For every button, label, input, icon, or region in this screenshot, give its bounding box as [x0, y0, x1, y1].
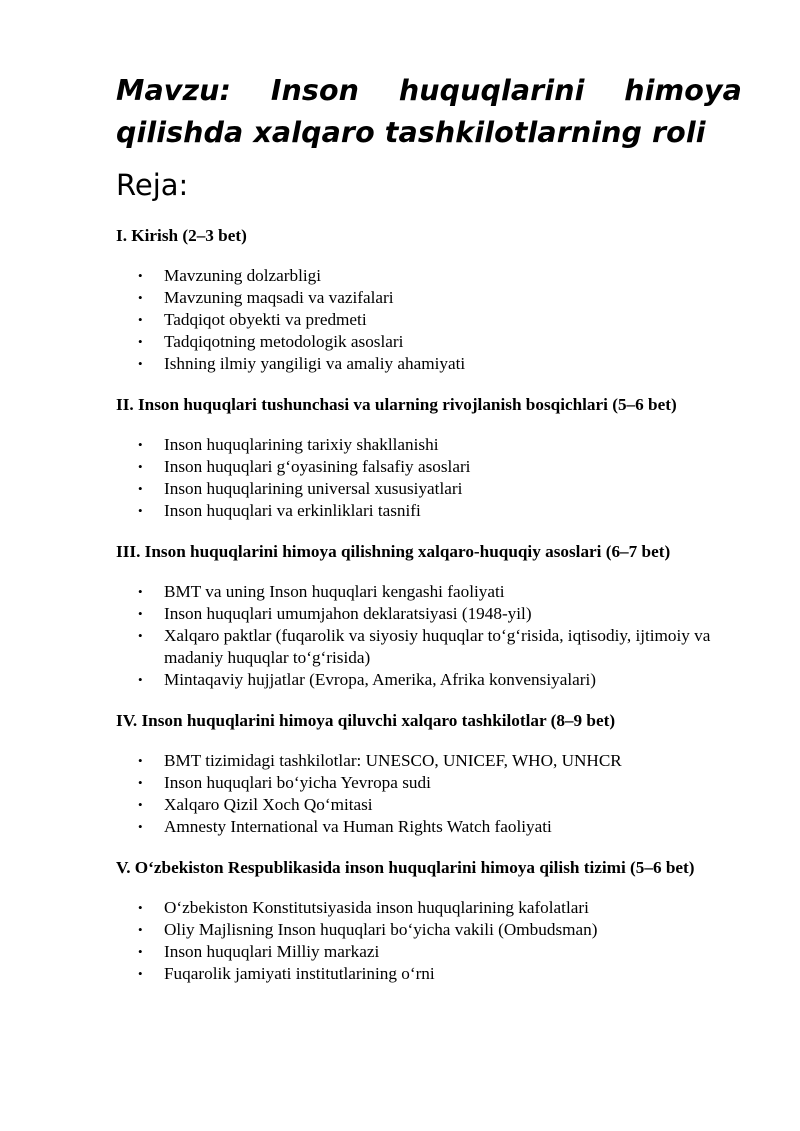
section-5 [116, 857, 742, 985]
list-item [116, 963, 742, 985]
list-item [116, 478, 742, 500]
section-heading: V. O‘zbekiston Respublikasida inson huquqlarini himoya qilish tizimi (5–6 bet) [116, 858, 695, 877]
list-item [116, 772, 742, 794]
bullet-icon: • [138, 775, 143, 790]
bullet-icon: • [138, 437, 143, 452]
list-item-text: Xalqaro Qizil Xoch Qo‘mitasi [164, 795, 373, 814]
list-item [116, 331, 742, 353]
bullet-icon: • [138, 922, 143, 937]
bullet-icon: • [138, 503, 143, 518]
bullet-icon: • [138, 606, 143, 621]
bullet-icon: • [138, 334, 143, 349]
list-item-text: Ishning ilmiy yangiligi va amaliy ahamiyati [164, 354, 466, 373]
list-item [116, 287, 742, 309]
list-item-text: Oliy Majlisning Inson huquqlari bo‘yicha vakili (Ombudsman) [164, 920, 598, 939]
list-item [116, 669, 742, 691]
section-heading: I. Kirish (2–3 bet) [116, 226, 247, 245]
bullet-icon: • [138, 459, 143, 474]
bullet-icon: • [138, 819, 143, 834]
plan-heading: Reja: [116, 168, 189, 202]
list-item [116, 265, 742, 287]
section-3 [116, 541, 742, 691]
section-4 [116, 710, 742, 838]
bullet-icon: • [138, 797, 143, 812]
section-2 [116, 394, 742, 522]
list-item-text: Inson huquqlari g‘oyasining falsafiy asoslari [164, 457, 471, 476]
list-item [116, 816, 742, 838]
list-item-text: Inson huquqlari Milliy markazi [164, 942, 380, 961]
bullet-icon: • [138, 268, 143, 283]
list-item [116, 897, 742, 919]
list-item-text: Mavzuning maqsadi va vazifalari [164, 288, 394, 307]
list-item-text: BMT va uning Inson huquqlari kengashi faoliyati [164, 582, 505, 601]
section-1 [116, 225, 742, 375]
list-item-text: Tadqiqotning metodologik asoslari [164, 332, 404, 351]
list-item [116, 500, 742, 522]
list-item [116, 434, 742, 456]
list-item-text: Mintaqaviy hujjatlar (Evropa, Amerika, Afrika konvensiyalari) [164, 670, 596, 689]
list-item [116, 625, 742, 669]
section-heading: IV. Inson huquqlarini himoya qiluvchi xalqaro tashkilotlar (8–9 bet) [116, 711, 616, 730]
list-item-text: Xalqaro paktlar (fuqarolik va siyosiy huquqlar to‘g‘risida, iqtisodiy, ijtimoiy va madaniy huquqlar to‘g‘risida) [164, 626, 711, 667]
list-item-text: BMT tizimidagi tashkilotlar: UNESCO, UNICEF, WHO, UNHCR [164, 751, 622, 770]
bullet-icon: • [138, 944, 143, 959]
section-item-list [116, 434, 742, 522]
list-item [116, 353, 742, 375]
list-item-text: Mavzuning dolzarbligi [164, 266, 322, 285]
bullet-icon: • [138, 753, 143, 768]
list-item [116, 750, 742, 772]
list-item [116, 603, 742, 625]
bullet-icon: • [138, 900, 143, 915]
section-item-list [116, 750, 742, 838]
list-item [116, 309, 742, 331]
list-item-text: Inson huquqlari umumjahon deklaratsiyasi (1948-yil) [164, 604, 532, 623]
list-item-text: Tadqiqot obyekti va predmeti [164, 310, 367, 329]
section-heading: II. Inson huquqlari tushunchasi va ularning rivojlanish bosqichlari (5–6 bet) [116, 395, 677, 414]
bullet-icon: • [138, 584, 143, 599]
list-item-text: Inson huquqlarining universal xususiyatlari [164, 479, 463, 498]
section-item-list [116, 265, 742, 375]
list-item-text: Amnesty International va Human Rights Watch faoliyati [164, 817, 552, 836]
list-item-text: Inson huquqlarining tarixiy shakllanishi [164, 435, 439, 454]
bullet-icon: • [138, 628, 143, 643]
list-item [116, 794, 742, 816]
bullet-icon: • [138, 481, 143, 496]
list-item [116, 919, 742, 941]
bullet-icon: • [138, 290, 143, 305]
list-item [116, 456, 742, 478]
list-item-text: Inson huquqlari va erkinliklari tasnifi [164, 501, 421, 520]
bullet-icon: • [138, 356, 143, 371]
list-item [116, 941, 742, 963]
bullet-icon: • [138, 672, 143, 687]
bullet-icon: • [138, 312, 143, 327]
section-item-list [116, 897, 742, 985]
section-heading: III. Inson huquqlarini himoya qilishning xalqaro-huquqiy asoslari (6–7 bet) [116, 542, 671, 561]
section-item-list [116, 581, 742, 691]
bullet-icon: • [138, 966, 143, 981]
list-item [116, 581, 742, 603]
list-item-text: Inson huquqlari bo‘yicha Yevropa sudi [164, 773, 431, 792]
list-item-text: O‘zbekiston Konstitutsiyasida inson huquqlarining kafolatlari [164, 898, 589, 917]
list-item-text: Fuqarolik jamiyati institutlarining o‘rni [164, 964, 435, 983]
document-title: Mavzu: Inson huquqlarini himoya qilishda xalqaro tashkilotlarning roli [116, 74, 742, 149]
document-page [116, 70, 742, 985]
